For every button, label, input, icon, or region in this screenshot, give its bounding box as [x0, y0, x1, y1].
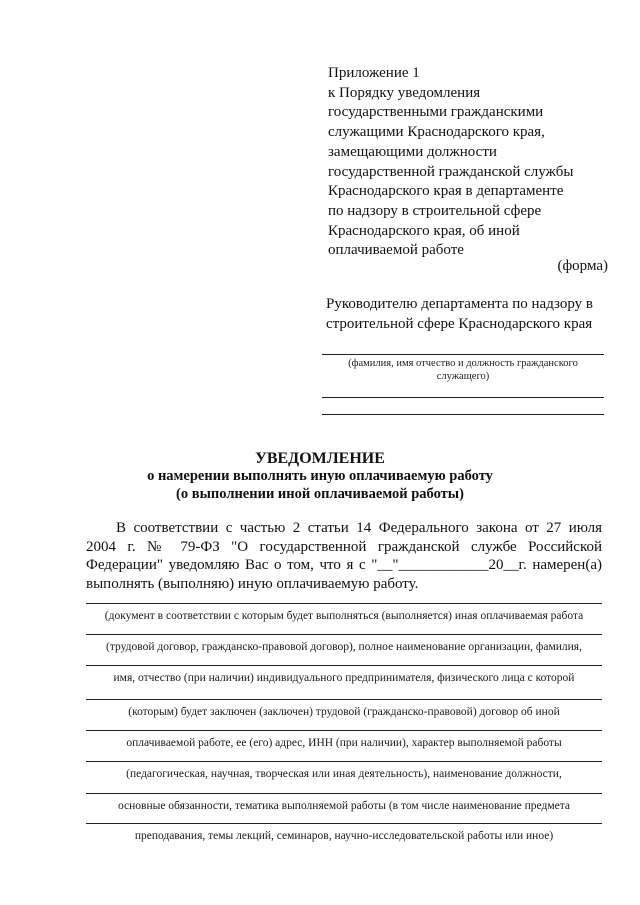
appendix-line: государственными гражданскими: [328, 104, 544, 121]
notice-subtitle-2: (о выполнении иной оплачиваемой работы): [176, 486, 464, 502]
work-description-line[interactable]: [86, 665, 602, 666]
employee-position-line[interactable]: [322, 397, 604, 398]
addressee-line-1: Руководителю департамента по надзору в: [326, 296, 593, 312]
appendix-line: к Порядку уведомления: [328, 84, 481, 101]
addressee-line-2: строительной сфере Краснодарского края: [326, 316, 593, 332]
employee-extra-line[interactable]: [322, 414, 604, 415]
appendix-line: Приложение 1: [328, 65, 420, 81]
work-description-caption: преподавания, темы лекций, семинаров, научно-исследовательской работы или иное): [134, 830, 554, 842]
notice-title: УВЕДОМЛЕНИЕ: [255, 450, 385, 467]
work-description-line[interactable]: [86, 634, 602, 635]
work-description-line[interactable]: [86, 761, 602, 762]
body-line-3: Федерации" уведомляю Вас о том, что я с "__"____________20__г. намерен(а): [86, 557, 602, 573]
appendix-line: служащими Краснодарского края,: [328, 124, 545, 141]
employee-name-line[interactable]: [322, 354, 604, 355]
work-description-line[interactable]: [86, 603, 602, 604]
body-line-4: выполнять (выполняю) иную оплачиваемую работу.: [86, 576, 419, 592]
employee-name-hint: [322, 357, 604, 383]
hint-line-1: (фамилия, имя отчество и должность гражданского: [348, 358, 578, 369]
work-description-line[interactable]: [86, 730, 602, 731]
appendix-line: оплачиваемой работе: [328, 242, 464, 259]
appendix-header: [328, 64, 618, 261]
appendix-line: государственной гражданской службы: [328, 163, 574, 180]
work-description-caption: имя, отчество (при наличии) индивидуального предпринимателя, физического лица с которой: [113, 672, 575, 684]
work-description-caption: (педагогическая, научная, творческая или иная деятельность), наименование должности,: [126, 768, 562, 780]
work-description-caption: (трудовой договор, гражданско-правовой договор), полное наименование организации, фамилия,: [106, 641, 582, 653]
appendix-line: Краснодарского края в департаменте: [328, 183, 564, 200]
addressee-block: [326, 294, 616, 334]
work-description-caption: оплачиваемой работе, ее (его) адрес, ИНН (при наличии), характер выполняемой работы: [126, 737, 562, 749]
appendix-line: замещающими должности: [328, 143, 497, 160]
work-description-line[interactable]: [86, 823, 602, 824]
work-description-caption: (документ в соответствии с которым будет выполняться (выполняется) иная оплачиваемая работа: [104, 610, 584, 622]
appendix-line: Краснодарского края, об иной: [328, 222, 520, 239]
form-label: (форма): [557, 258, 608, 274]
body-line-1: В соответствии с частью 2 статьи 14 Федерального закона от 27 июля: [116, 520, 602, 536]
work-description-line[interactable]: [86, 793, 602, 794]
work-description-caption: основные обязанности, тематика выполняемой работы (в том числе наименование предмета: [117, 800, 571, 812]
work-description-line[interactable]: [86, 699, 602, 700]
hint-line-2: служащего): [436, 371, 490, 382]
appendix-line: по надзору в строительной сфере: [328, 202, 542, 219]
work-description-caption: (которым) будет заключен (заключен) трудовой (гражданско-правовой) договор об иной: [128, 706, 560, 718]
body-line-2: 2004 г. № 79-ФЗ "О государственной гражданской службе Российской: [86, 539, 602, 555]
notice-subtitle-1: о намерении выполнять иную оплачиваемую работу: [147, 468, 493, 484]
